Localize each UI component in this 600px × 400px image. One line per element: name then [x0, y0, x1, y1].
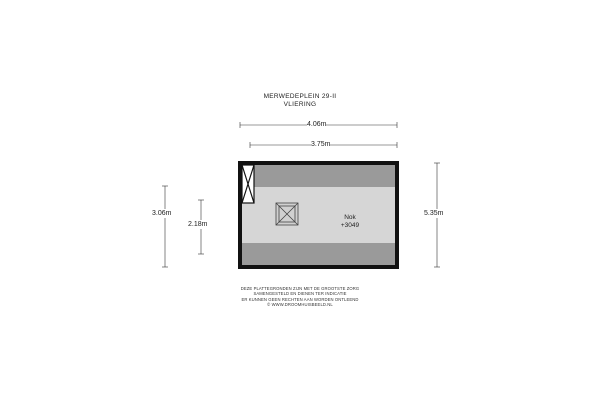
left-height-dimension	[162, 186, 168, 267]
disclaimer-line: DEZE PLATTEGRONDEN ZIJN MET DE GROOTSTE ZORG	[240, 286, 360, 291]
disclaimer-line: SAMENGESTELD EN DIENEN TER INDICATIE	[253, 291, 347, 297]
stair-opening	[242, 165, 254, 203]
attic-room	[240, 163, 397, 267]
disclaimer-line: ER KUNNEN GEEN RECHTEN AAN WORDEN ONTLEEND	[241, 296, 359, 302]
disclaimer-line: © WWW.DROOMHUISBEELD.NL	[267, 301, 333, 307]
ridge-label: Nok	[344, 214, 356, 221]
plan-title: MERWEDEPLEIN 29-II	[263, 93, 337, 100]
roof-hatch	[276, 203, 298, 225]
ridge-annotation	[330, 214, 370, 229]
right-height-label: 5.35m	[424, 210, 444, 217]
inner-height-label: 2.18m	[188, 221, 208, 228]
ridge-height: +3049	[340, 221, 360, 229]
outer-width-label: 4.06m	[307, 121, 327, 128]
disclaimer	[0, 286, 600, 307]
left-height-label: 3.06m	[152, 210, 172, 217]
low-ceiling-zone-top	[240, 163, 397, 187]
floor-name: VLIERING	[283, 101, 317, 108]
low-ceiling-zone-bottom	[240, 243, 397, 267]
inner-width-label: 3.75m	[311, 141, 331, 148]
